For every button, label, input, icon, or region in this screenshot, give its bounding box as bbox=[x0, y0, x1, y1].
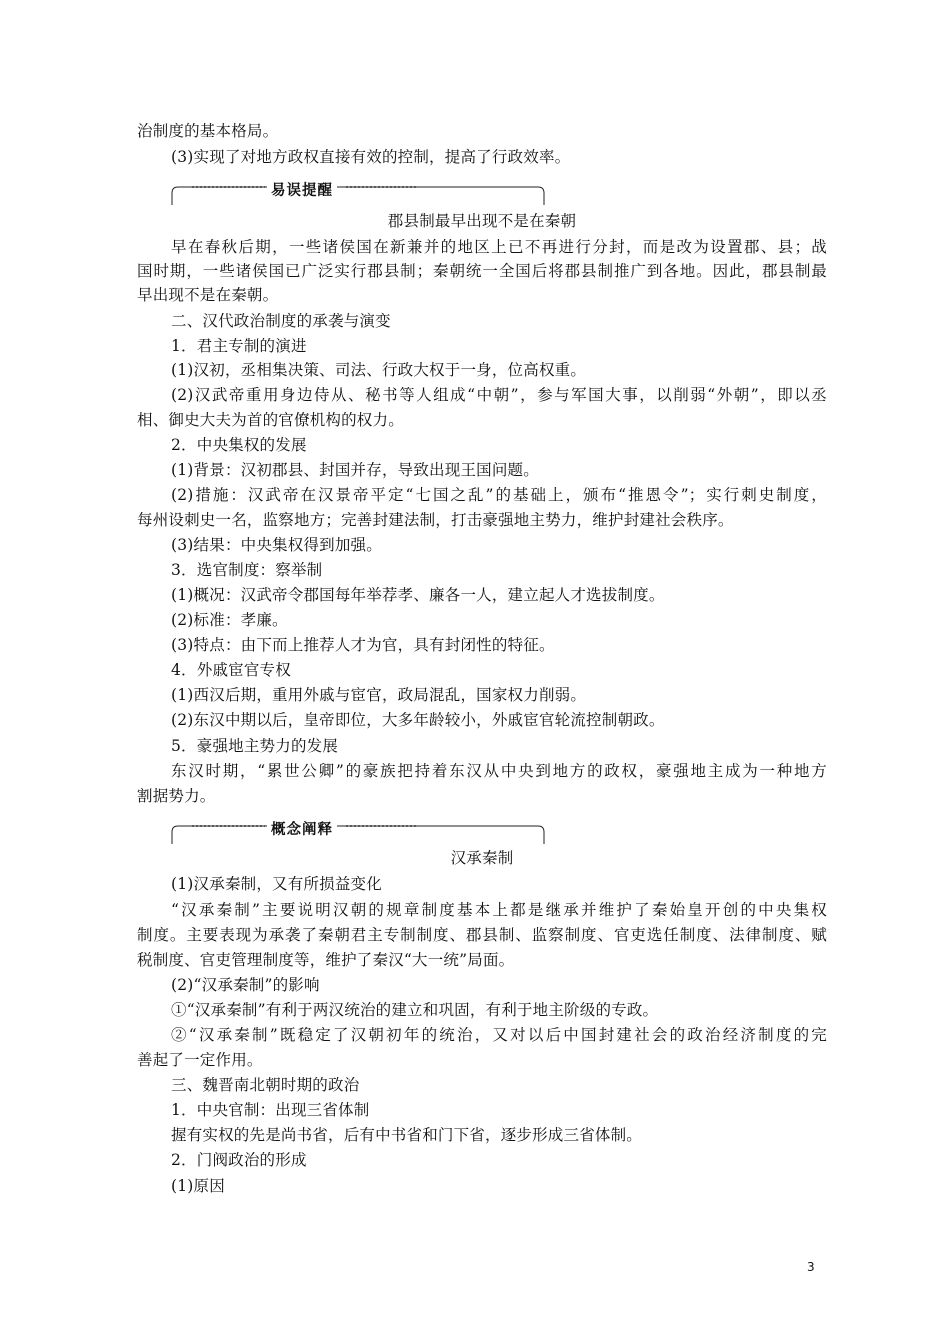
text-line: (3)实现了对地方政权直接有效的控制，提高了行政效率。 bbox=[171, 148, 571, 166]
box-header-concept-explanation bbox=[170, 820, 546, 844]
box-header-title: 概念阐释 bbox=[267, 821, 337, 839]
section-heading: 二、汉代政治制度的承袭与演变 bbox=[171, 312, 391, 330]
text-line: 每州设刺史一名，监察地方；完善封建法制，打击豪强地主势力，维护封建社会秩序。 bbox=[137, 511, 734, 529]
text-line: (1)概况：汉武帝令郡国每年举荐孝、廉各一人，建立起人才选拔制度。 bbox=[171, 586, 665, 604]
subsection-heading: 1．君主专制的演进 bbox=[171, 337, 307, 355]
text-line: ②“汉承秦制”既稳定了汉朝初年的统治，又对以后中国封建社会的政治经济制度的完 bbox=[171, 1026, 827, 1044]
box-header-frame bbox=[170, 820, 546, 844]
text-line: (1)汉初，丞相集决策、司法、行政大权于一身，位高权重。 bbox=[171, 361, 587, 379]
text-line: 善起了一定作用。 bbox=[137, 1051, 263, 1069]
text-line: (1)背景：汉初郡县、封国并存，导致出现王国问题。 bbox=[171, 461, 539, 479]
subsection-heading: 2．门阀政治的形成 bbox=[171, 1151, 307, 1169]
text-line: 东汉时期，“累世公卿”的豪族把持着东汉从中央到地方的政权，豪强地主成为一种地方 bbox=[171, 762, 827, 780]
subsection-heading: 4．外戚宦官专权 bbox=[171, 661, 291, 679]
box-subtitle: 郡县制最早出现不是在秦朝 bbox=[387, 212, 577, 230]
text-line: (3)结果：中央集权得到加强。 bbox=[171, 536, 382, 554]
text-line: (1)西汉后期，重用外戚与宦官，政局混乱，国家权力削弱。 bbox=[171, 686, 587, 704]
box-header-error-reminder bbox=[170, 181, 546, 205]
box-subtitle: 汉承秦制 bbox=[450, 849, 514, 867]
box-header-title: 易误提醒 bbox=[267, 182, 337, 200]
text-line: 治制度的基本格局。 bbox=[137, 122, 279, 140]
text-line: 早在春秋后期，一些诸侯国在新兼并的地区上已不再进行分封，而是改为设置郡、县；战 bbox=[171, 238, 827, 256]
text-line: 割据势力。 bbox=[137, 787, 216, 805]
text-line: ①“汉承秦制”有利于两汉统治的建立和巩固，有利于地主阶级的专政。 bbox=[171, 1001, 659, 1019]
text-line: 相、御史大夫为首的官僚机构的权力。 bbox=[137, 411, 404, 429]
subsection-heading: 3．选官制度：察举制 bbox=[171, 561, 323, 579]
subsection-heading: 1．中央官制：出现三省体制 bbox=[171, 1101, 370, 1119]
text-line: (2)东汉中期以后，皇帝即位，大多年龄较小，外戚宦官轮流控制朝政。 bbox=[171, 711, 665, 729]
text-line: (2)汉武帝重用身边侍从、秘书等人组成“中朝”，参与军国大事，以削弱“外朝”，即以丞 bbox=[171, 386, 827, 404]
text-line: (1)汉承秦制，又有所损益变化 bbox=[171, 875, 382, 893]
text-line: (2)“汉承秦制”的影响 bbox=[171, 976, 320, 994]
text-line: “汉承秦制”主要说明汉朝的规章制度基本上都是继承并维护了秦始皇开创的中央集权 bbox=[171, 901, 827, 919]
subsection-heading: 5．豪强地主势力的发展 bbox=[171, 737, 339, 755]
text-line: 早出现不是在秦朝。 bbox=[137, 286, 279, 304]
text-line: 握有实权的先是尚书省，后有中书省和门下省，逐步形成三省体制。 bbox=[171, 1126, 643, 1144]
text-line: 税制度、官吏管理制度等，维护了秦汉“大一统”局面。 bbox=[137, 951, 515, 969]
text-line: 制度。主要表现为承袭了秦朝君主专制制度、郡县制、监察制度、官吏选任制度、法律制度、赋 bbox=[137, 926, 827, 944]
text-line: (1)原因 bbox=[171, 1177, 225, 1195]
text-line: (3)特点：由下而上推荐人才为官，具有封闭性的特征。 bbox=[171, 636, 555, 654]
text-line: (2)措施：汉武帝在汉景帝平定“七国之乱”的基础上，颁布“推恩令”；实行刺史制度， bbox=[171, 486, 827, 504]
page-number: 3 bbox=[807, 1260, 815, 1274]
box-header-frame bbox=[170, 181, 546, 205]
subsection-heading: 2．中央集权的发展 bbox=[171, 436, 307, 454]
text-line: (2)标准：孝廉。 bbox=[171, 611, 288, 629]
section-heading: 三、魏晋南北朝时期的政治 bbox=[171, 1076, 360, 1094]
text-line: 国时期，一些诸侯国已广泛实行郡县制；秦朝统一全国后将郡县制推广到各地。因此，郡县制最 bbox=[137, 262, 827, 280]
